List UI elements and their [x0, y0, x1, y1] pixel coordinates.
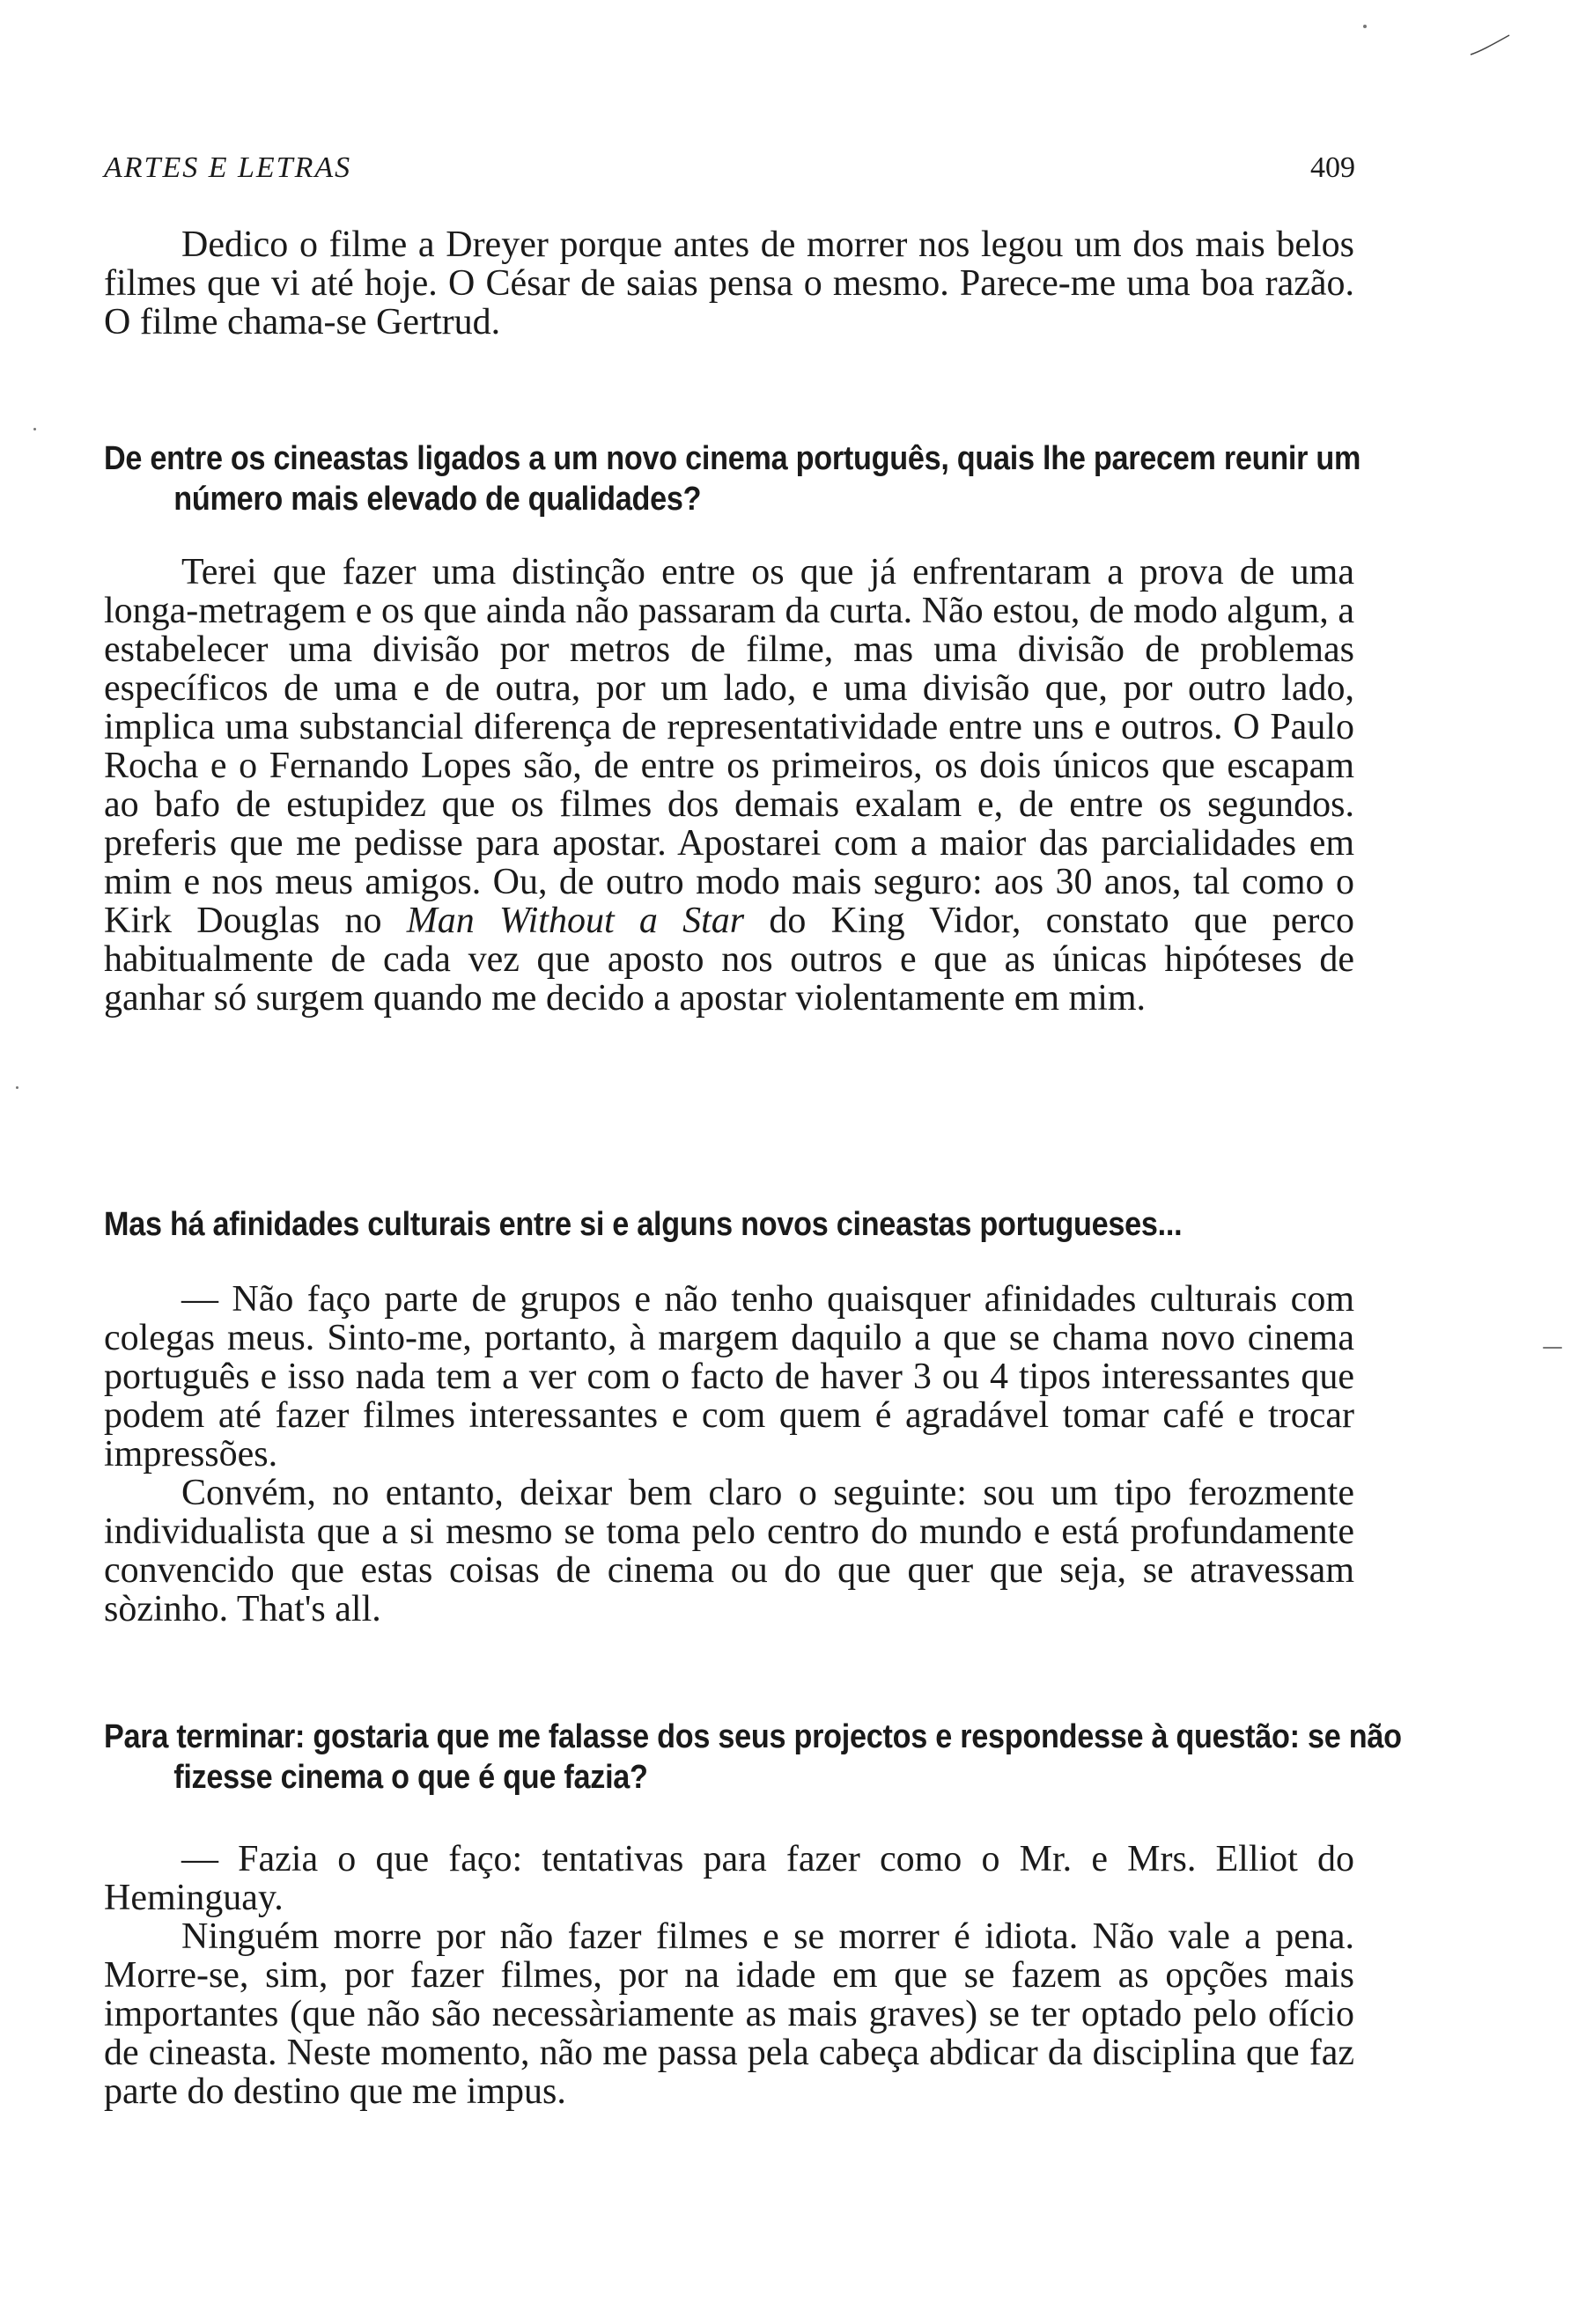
question-block-1: [104, 438, 1361, 519]
body-paragraph: [104, 1917, 1354, 2111]
body-paragraph: [104, 553, 1354, 1018]
scan-speck: [33, 428, 36, 430]
body-paragraph: [104, 1474, 1354, 1629]
pen-stroke-mark: [1469, 32, 1513, 58]
paragraph-text: — Não faço parte de grupos e não tenho quaisquer afinidades culturais com colegas meus. Sinto-me, portanto, à margem daquilo a que se chama novo cinema português e isso nada tem a ver com o facto de haver 3 ou 4 tipos interessantes que podem até fazer filmes interessantes e com quem é agradável tomar café e trocar impressões.: [104, 1279, 1354, 1475]
scan-speck: [1543, 1347, 1562, 1349]
page-number: 409: [1310, 151, 1355, 184]
body-paragraph: [104, 225, 1354, 342]
body-paragraph: [104, 1280, 1354, 1474]
running-title: ARTES E LETRAS: [104, 151, 352, 184]
body-paragraph: [104, 1840, 1354, 1917]
question-block-2: [104, 1204, 1354, 1245]
interview-question: Para terminar: gostaria que me falasse dos seus projectos e respondesse à questão: se não fizesse cinema o que é que fazia?: [104, 1718, 1402, 1796]
paragraph-text: Terei que fazer uma distinção entre os que já enfrentaram a prova de uma longa-metragem e os que ainda não passaram da curta. Não estou, de modo algum, a estabelecer uma divisão por metros de filme, mas uma divisão de problemas específicos de uma e de outra, por um lado, e uma divisão que, por outro lado, implica uma substancial diferença de representatividade entre uns e outros. O Paulo Rocha e o Fernando Lopes são, de entre os primeiros, os dois únicos que escapam ao bafo de estupidez que os filmes dos demais exalam e, de entre os segundos. preferis que me pedisse para apostar. Apostarei com a maior das parcialidades em mim e nos meus amigos. Ou, de outro modo mais seguro: aos 30 anos, tal como o Kirk Douglas no: [104, 552, 1354, 941]
opening-paragraph-block: [104, 225, 1354, 342]
paragraph-text: Ninguém morre por não fazer filmes e se morrer é idiota. Não vale a pena. Morre-se, sim, por fazer filmes, por na idade em que se fazem as opções mais importantes (que não são necessàriamente as mais graves) se ter optado pelo ofício de cineasta. Neste momento, não me passa pela cabeça abdicar da disciplina que faz parte do destino que me impus.: [104, 1916, 1354, 2112]
answer-block-1: [104, 553, 1354, 1018]
answer-block-2: [104, 1280, 1354, 1629]
question-block-3: [104, 1717, 1402, 1798]
paragraph-text: Convém, no entanto, deixar bem claro o seguinte: sou um tipo ferozmente individualista que a si mesmo se toma pelo centro do mundo e está profundamente convencido que estas coisas de cinema ou do que quer que seja, se atravessam sòzinho. That's all.: [104, 1473, 1354, 1629]
scan-speck: [1363, 25, 1367, 28]
paragraph-text: — Fazia o que faço: tentativas para fazer como o Mr. e Mrs. Elliot do Heminguay.: [104, 1839, 1354, 1918]
interview-question: Mas há afinidades culturais entre si e alguns novos cineastas portugueses...: [104, 1206, 1183, 1243]
paragraph-text: do King Vidor, constato que perco habitualmente de cada vez que aposto nos outros e que as únicas hipóteses de ganhar só surgem quando me decido a apostar violentamente em mim.: [104, 901, 1354, 1019]
scan-speck: [16, 1086, 18, 1089]
paragraph-text: Dedico o filme a Dreyer porque antes de morrer nos legou um dos mais belos filmes que vi até hoje. O César de saias pensa o mesmo. Parece-me uma boa razão. O filme chama-se Gertrud.: [104, 224, 1354, 342]
interview-question: De entre os cineastas ligados a um novo cinema português, quais lhe parecem reunir um número mais elevado de qualidades?: [104, 440, 1361, 518]
film-title: Man Without a Star: [406, 901, 745, 941]
answer-block-3: [104, 1840, 1354, 2111]
